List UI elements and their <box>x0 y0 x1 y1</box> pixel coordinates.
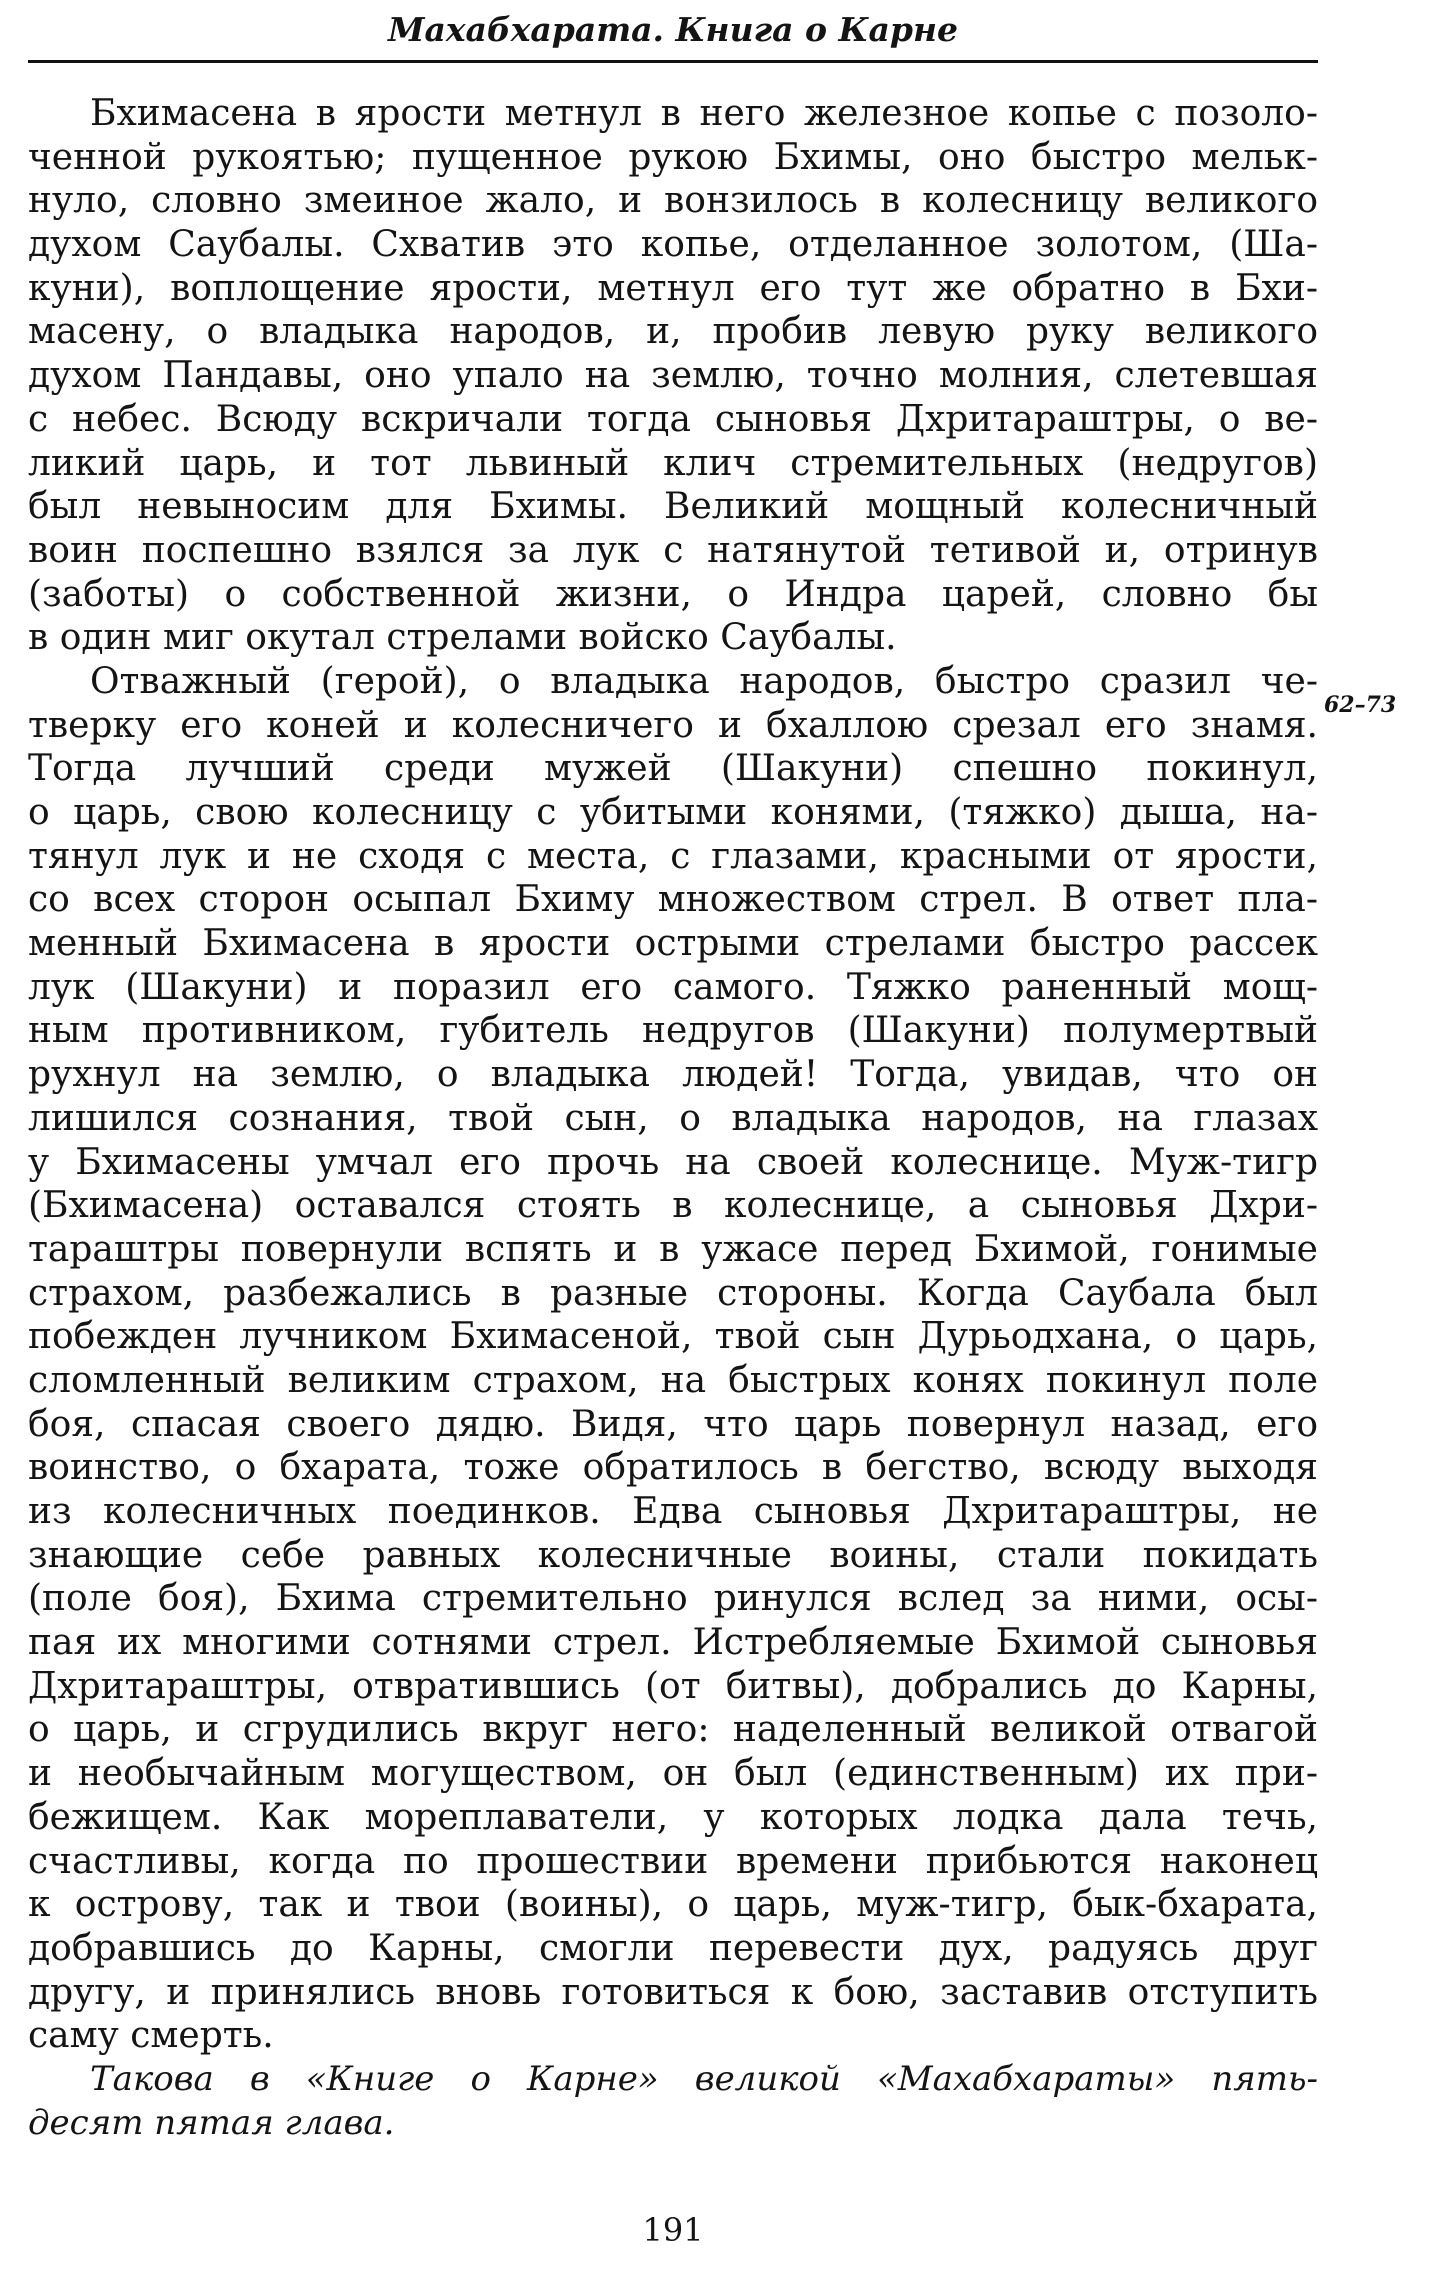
text-line: знающие себе равных колесничные воины, стали покидать <box>28 1534 1318 1576</box>
text-line: в один миг окутал стрелами войско Саубалы. <box>28 617 897 659</box>
text-line: к острову, так и твои (воины), о царь, муж-тигр, бык-бхарата, <box>28 1884 1318 1926</box>
text-line: бежищем. Как мореплаватели, у которых лодка дала течь, <box>28 1796 1318 1838</box>
text-line: о царь, и сгрудились вкруг него: наделенный великой отвагой <box>28 1709 1318 1751</box>
text-line: тянул лук и не сходя с места, с глазами, красными от ярости, <box>28 835 1318 877</box>
text-line: другу, и принялись вновь готовиться к бою, заставив отступить <box>28 1971 1318 2013</box>
text-line: ликий царь, и тот львиный клич стремительных (недругов) <box>28 442 1318 484</box>
text-line: нуло, словно змеиное жало, и вонзилось в колесницу великого <box>28 180 1318 222</box>
text-line: был невыносим для Бхимы. Великий мощный колесничный <box>28 486 1318 528</box>
text-line: страхом, разбежались в разные стороны. Когда Саубала был <box>28 1272 1318 1314</box>
text-line: десят пятая глава. <box>28 2102 395 2143</box>
text-line: (Бхимасена) оставался стоять в колеснице, а сыновья Дхри- <box>28 1185 1318 1227</box>
text-line: (заботы) о собственной жизни, о Индра царей, словно бы <box>28 573 1318 615</box>
text-line: у Бхимасены умчал его прочь на своей колеснице. Муж-тигр <box>28 1141 1318 1183</box>
text-line: духом Пандавы, оно упало на землю, точно молния, слетевшая <box>28 355 1318 397</box>
text-line: воин поспешно взялся за лук с натянутой тетивой и, отринув <box>28 529 1318 571</box>
text-line: лишился сознания, твой сын, о владыка народов, на глазах <box>28 1097 1318 1139</box>
body-text <box>28 92 1318 2145</box>
text-line: менный Бхимасена в ярости острыми стрелами быстро рассек <box>28 923 1318 965</box>
text-line: счастливы, когда по прошествии времени прибьются наконец <box>28 1840 1318 1882</box>
text-line: с небес. Всюду вскричали тогда сыновья Дхритараштры, о ве- <box>28 398 1318 440</box>
text-line: духом Саубалы. Схватив это копье, отделанное золотом, (Ша- <box>28 224 1318 266</box>
text-line: о царь, свою колесницу с убитыми конями, (тяжко) дыша, на- <box>28 792 1318 833</box>
text-line: Тогда лучший среди мужей (Шакуни) спешно покинул, <box>28 748 1318 790</box>
text-line: ченной рукоятью; пущенное рукою Бхимы, оно быстро мельк- <box>28 136 1318 178</box>
text-line: воинство, о бхарата, тоже обратилось в бегство, всюду выходя <box>28 1447 1318 1489</box>
text-line: боя, спасая своего дядю. Видя, что царь повернул назад, его <box>28 1403 1318 1445</box>
text-line: сломленный великим страхом, на быстрых конях покинул поле <box>28 1359 1318 1401</box>
text-line: Такова в «Книге о Карне» великой «Махабхараты» пять- <box>90 2058 1318 2099</box>
text-line: Отважный (герой), о владыка народов, быстро сразил че- <box>90 660 1318 702</box>
running-head: Махабхарата. Книга о Карне <box>387 10 959 49</box>
text-line: рухнул на землю, о владыка людей! Тогда, увидав, что он <box>28 1054 1318 1096</box>
text-line: масену, о владыка народов, и, пробив левую руку великого <box>28 311 1318 353</box>
text-line: из колесничных поединков. Едва сыновья Дхритараштры, не <box>28 1491 1318 1532</box>
paragraph-2 <box>28 660 1318 2058</box>
text-line: и необычайным могуществом, он был (единственным) их при- <box>28 1753 1318 1795</box>
text-line: куни), воплощение ярости, метнул его тут же обратно в Бхи- <box>28 267 1318 309</box>
closing-note <box>28 2058 1318 2145</box>
text-line: со всех сторон осыпал Бхиму множеством стрел. В ответ пла- <box>28 879 1318 921</box>
text-line: саму смерть. <box>28 2015 274 2057</box>
text-line: Дхритараштры, отвратившись (от битвы), добрались до Карны, <box>28 1665 1318 1707</box>
text-line: (поле боя), Бхима стремительно ринулся вслед за ними, осы- <box>28 1578 1318 1620</box>
text-line: пая их многими сотнями стрел. Истребляемые Бхимой сыновья <box>28 1622 1318 1664</box>
page-number: 191 <box>642 2211 704 2249</box>
paragraph-1 <box>28 92 1318 660</box>
text-line: побежден лучником Бхимасеной, твой сын Дурьодхана, о царь, <box>28 1316 1318 1358</box>
text-line: тараштры повернули вспять и в ужасе перед Бхимой, гонимые <box>28 1228 1318 1270</box>
text-line: тверку его коней и колесничего и бхаллою срезал его знамя. <box>28 704 1318 746</box>
text-line: ным противником, губитель недругов (Шакуни) полумертвый <box>28 1010 1318 1052</box>
text-line: лук (Шакуни) и поразил его самого. Тяжко раненный мощ- <box>28 966 1318 1008</box>
header-rule <box>28 60 1318 63</box>
text-line: добравшись до Карны, смогли перевести дух, радуясь друг <box>28 1927 1318 1969</box>
verse-range-margin-note: 62–73 <box>1324 692 1397 718</box>
text-line: Бхимасена в ярости метнул в него железное копье с позоло- <box>90 93 1318 134</box>
